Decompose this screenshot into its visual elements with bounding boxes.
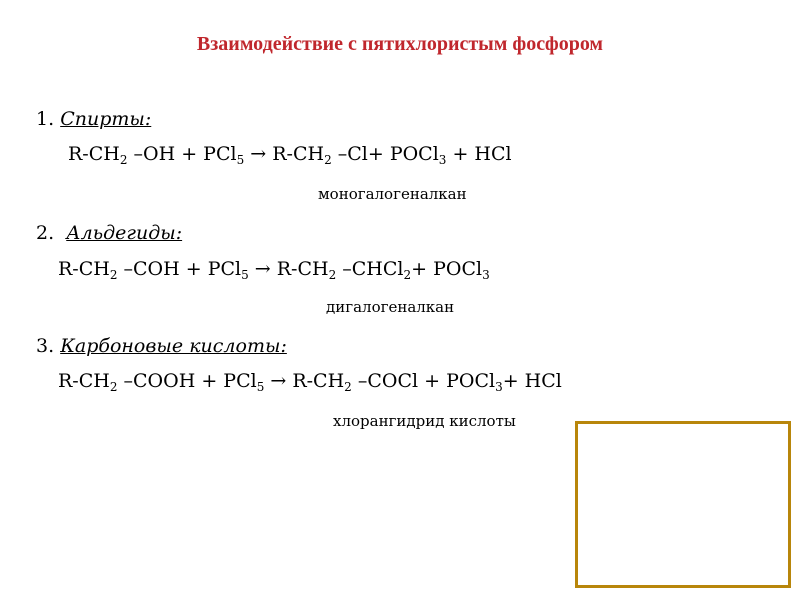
slide-title: Взаимодействие с пятихлористым фосфором xyxy=(196,33,604,55)
equation-aldehydes: $R-CH_2$ $-COH + PCl_5 \to R-CH_2$ –CHCl$_2$+ POCl$_3$ xyxy=(58,258,490,282)
section-heading-carboxylic-acids xyxy=(36,335,287,357)
section-label: Карбоновые кислоты: xyxy=(60,335,287,357)
section-number: 1. xyxy=(36,108,55,130)
section-label: Альдегиды: xyxy=(66,222,183,244)
section-heading-alcohols xyxy=(36,108,151,130)
product-note-carboxylic-acids: хлорангидрид кислоты xyxy=(333,412,516,430)
equation-alcohols: $R-CH_2$ $-OH + PCl_5 \to R-CH_2$ –Cl+ POCl$_3$ + HCl xyxy=(68,143,512,167)
product-note-alcohols: моногалогеналкан xyxy=(318,185,467,203)
section-heading-aldehydes xyxy=(36,222,182,244)
equation-carboxylic-acids: $R-CH_2$ –COOH + $PCl_5 \to R-CH_2$ –COCl + POCl$_3$+ HCl xyxy=(58,370,562,394)
section-label: Спирты: xyxy=(60,108,152,130)
section-number: 2. xyxy=(36,222,55,244)
section-number: 3. xyxy=(36,335,55,357)
product-note-aldehydes: дигалогеналкан xyxy=(326,298,455,316)
empty-frame xyxy=(575,421,791,588)
